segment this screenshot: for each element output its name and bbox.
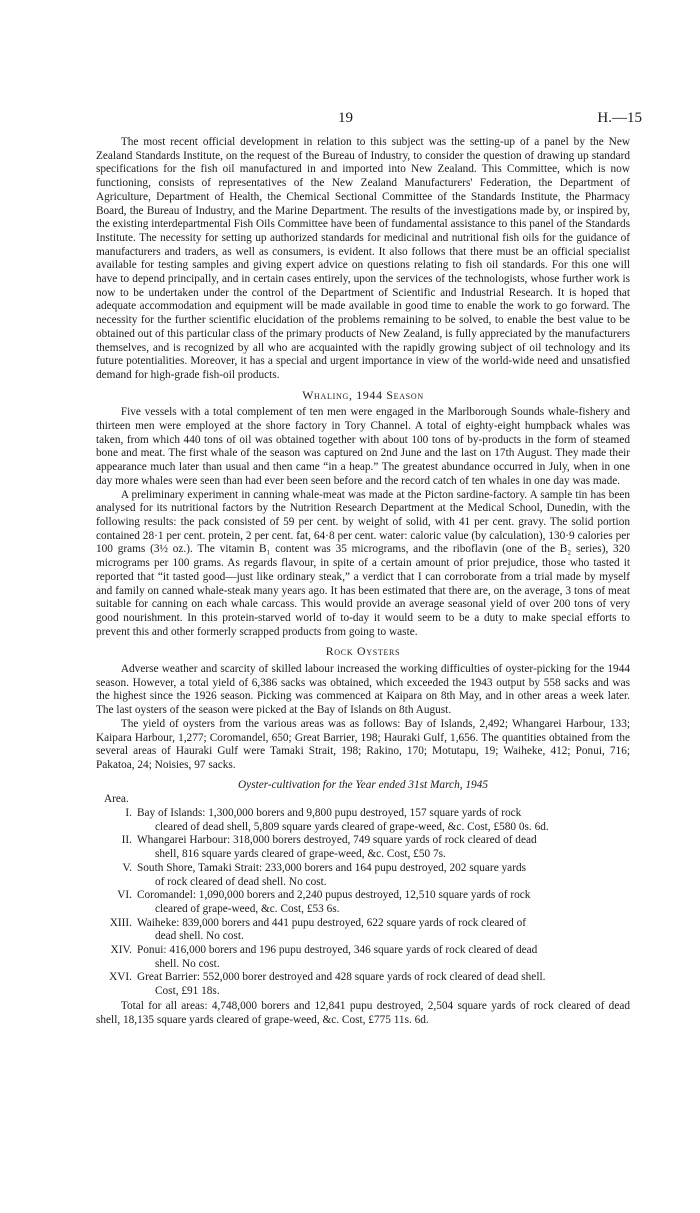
area-number: I. bbox=[125, 807, 132, 820]
area-text-rest: of rock cleared of dead shell. No cost. bbox=[155, 875, 327, 888]
area-number: V. bbox=[122, 861, 132, 874]
area-number: II. bbox=[121, 834, 132, 847]
series-code: H.—15 bbox=[597, 110, 642, 126]
area-text-rest: cleared of dead shell, 5,809 square yards cleared of grape-weed, &c. Cost, £580 0s. 6d. bbox=[155, 820, 549, 833]
area-text-rest: shell. No cost. bbox=[155, 957, 220, 970]
area-text bbox=[137, 834, 630, 861]
area-text-rest: cleared of grape-weed, &c. Cost, £53 6s. bbox=[155, 902, 340, 915]
area-text bbox=[137, 971, 630, 998]
cultivation-list bbox=[96, 807, 630, 999]
rock-oysters-heading: Rock Oysters bbox=[325, 644, 401, 659]
page-header bbox=[0, 110, 700, 130]
list-item bbox=[96, 971, 630, 998]
area-text bbox=[137, 917, 630, 944]
area-text-first: Coromandel: 1,090,000 borers and 2,240 pupus destroyed, 12,510 square yards of rock bbox=[137, 889, 531, 902]
page-number: 19 bbox=[338, 110, 353, 126]
area-text bbox=[137, 944, 630, 971]
area-number: VI. bbox=[117, 889, 132, 902]
area-text-first: Whangarei Harbour: 318,000 borers destroyed, 749 square yards of rock cleared of dead bbox=[137, 834, 537, 847]
cultivation-total: Total for all areas: 4,748,000 borers and 12,841 pupu destroyed, 2,504 square yards of rock cleared of dead shell, 18,135 square yards cleared of grape-weed, &c. Cost, £775 11s. 6d. bbox=[96, 999, 630, 1026]
document-body bbox=[96, 136, 630, 1027]
intro-paragraph: The most recent official development in relation to this subject was the setting-up of a panel by the New Zealand Standards Institute, on the request of the Bureau of Industry, to consider the question of drawing up standard specifications for the fish oil manufactured in and imported into New Zealand. This Committee, which is now functioning, consists of representatives of the New Zealand Manufacturers' Federation, the Department of Agriculture, Department of Health, the Chemical Sectional Committee of the Standards Institute, the Pharmacy Board, the Bureau of Industry, and the Marine Department. The results of the investigations made by, or inspired by, the existing interdepartmental Fish Oils Committee have been of fundamental assistance to this panel of the Standards Institute. The necessity for setting up authorized standards for medicinal and nutritional fish oils for the guidance of manufacturers and traders, as well as consumers, is evident. It also follows that there must be an official specialist available for testing samples and giving expert advice on questions relating to fish oil standards. For this one will have to depend principally, and in certain cases entirely, upon the services of the technologists, whose further work is now to be undertaken under the control of the Department of Scientific and Industrial Research. It is hoped that adequate accommodation and equipment will be made available in good time to enable the work to go forward. The necessity for the further scientific elucidation of the problems remaining to be solved, to enable the best value to be obtained out of this particular class of the primary products of New Zealand, is fully appreciated by the manufacturers themselves, and is recognized by all who are acquainted with the rapidly growing subject of oil technology and its future potentialities. Moreover, it has a special and urgent importance in view of the world-wide need and unsatisfied demand for high-grade fish-oil products. bbox=[96, 136, 630, 381]
list-item bbox=[96, 807, 630, 834]
area-text bbox=[137, 889, 630, 916]
area-text-first: South Shore, Tamaki Strait: 233,000 borers and 164 pupu destroyed, 202 square yards bbox=[137, 861, 526, 874]
area-number: XVI. bbox=[109, 971, 132, 984]
area-text-rest: shell, 816 square yards cleared of grape-weed, &c. Cost, £50 7s. bbox=[155, 848, 446, 861]
area-text-first: Bay of Islands: 1,300,000 borers and 9,800 pupu destroyed, 157 square yards of rock bbox=[137, 807, 522, 820]
area-text-rest: Cost, £91 18s. bbox=[155, 985, 220, 998]
area-number: XIII. bbox=[109, 916, 132, 929]
whaling-paragraph-1: Five vessels with a total complement of ten men were engaged in the Marlborough Sounds whale-fishery and thirteen men were employed at the shore factory in Tory Channel. A total of eighty-eight humpback whales was taken, from which 440 tons of oil was obtained together with about 100 tons of by-products in the form of steamed bone and meat. The first whale of the season was captured on 2nd June and the last on 17th August. They made their appearance much later than usual and then came “in a heap.” The greatest abundance occurred in July, when in one day more whales were seen than had ever been seen before and the record catch of ten whales in one day was made. bbox=[96, 406, 630, 487]
whaling-paragraph-2: A preliminary experiment in canning whale-meat was made at the Picton sardine-factory. A sample tin has been analysed for its nutritional factors by the Nutrition Research Department at the Medical School, Dunedin, with the following results: the pack consisted of 59 per cent. by weight of solid, with 41 per cent. gravy. The solid portion contained 28·1 per cent. protein, 2 per cent. fat, 64·8 per cent. water: caloric value (by calculation), 130·9 calories per 100 grams (3½ oz.). The vitamin B₁ content was 35 micrograms, and the riboflavin (one of the B₂ series), 320 micrograms per 100 grams. As regards flavour, in spite of a certain amount of prior prejudice, those who tasted it reported that “it tasted good—just like ordinary steak,” a verdict that I can corroborate from a trial made by myself and family on canned whale-steak many years ago. It has been estimated that there are, on the average, 3 tons of meat suitable for canning on each whale carcass. This would provide an average seasonal yield of over 200 tons of very good nourishment. In this protein-starved world of to-day it would seem to be a duty to make special efforts to prevent this and other formerly scrapped products from going to waste. bbox=[96, 488, 630, 638]
list-item bbox=[96, 944, 630, 971]
area-text-first: Ponui: 416,000 borers and 196 pupu destroyed, 346 square yards of rock cleared of dead bbox=[137, 944, 538, 957]
list-item bbox=[96, 889, 630, 916]
area-text-first: Great Barrier: 552,000 borer destroyed and 428 square yards of rock cleared of dead shell. bbox=[137, 971, 546, 984]
area-number: XIV. bbox=[110, 944, 132, 957]
area-text-rest: dead shell. No cost. bbox=[155, 930, 244, 943]
rock-oysters-paragraph-1: Adverse weather and scarcity of skilled labour increased the working difficulties of oyster-picking for the 1944 season. However, a total yield of 6,386 sacks was obtained, which exceeded the 1943 output by 558 sacks and was the highest since the 1926 season. Picking was commenced at Kaipara on 8th May, and in other areas a week later. The last oysters of the season were picked at the Bay of Islands on 8th August. bbox=[96, 663, 630, 717]
list-item bbox=[96, 917, 630, 944]
list-item bbox=[96, 862, 630, 889]
rock-oysters-paragraph-2: The yield of oysters from the various areas was as follows: Bay of Islands, 2,492; Whangarei Harbour, 133; Kaipara Harbour, 1,277; Coromandel, 650; Great Barrier, 198; Hauraki Gulf, 1,656. The quantities obtained from the several areas of Hauraki Gulf were Tamaki Strait, 198; Rakino, 170; Motutapu, 19; Waiheke, 412; Ponui, 716; Pakatoa, 24; Noisies, 97 sacks. bbox=[96, 717, 630, 771]
cultivation-title: Oyster-cultivation for the Year ended 31st March, 1945 bbox=[238, 778, 488, 791]
area-text bbox=[137, 807, 630, 834]
whaling-heading: Whaling, 1944 Season bbox=[302, 387, 424, 402]
area-text-first: Waiheke: 839,000 borers and 441 pupu destroyed, 622 square yards of rock cleared of bbox=[137, 916, 527, 929]
area-text bbox=[137, 862, 630, 889]
list-item bbox=[96, 834, 630, 861]
area-column-label: Area. bbox=[104, 793, 129, 806]
